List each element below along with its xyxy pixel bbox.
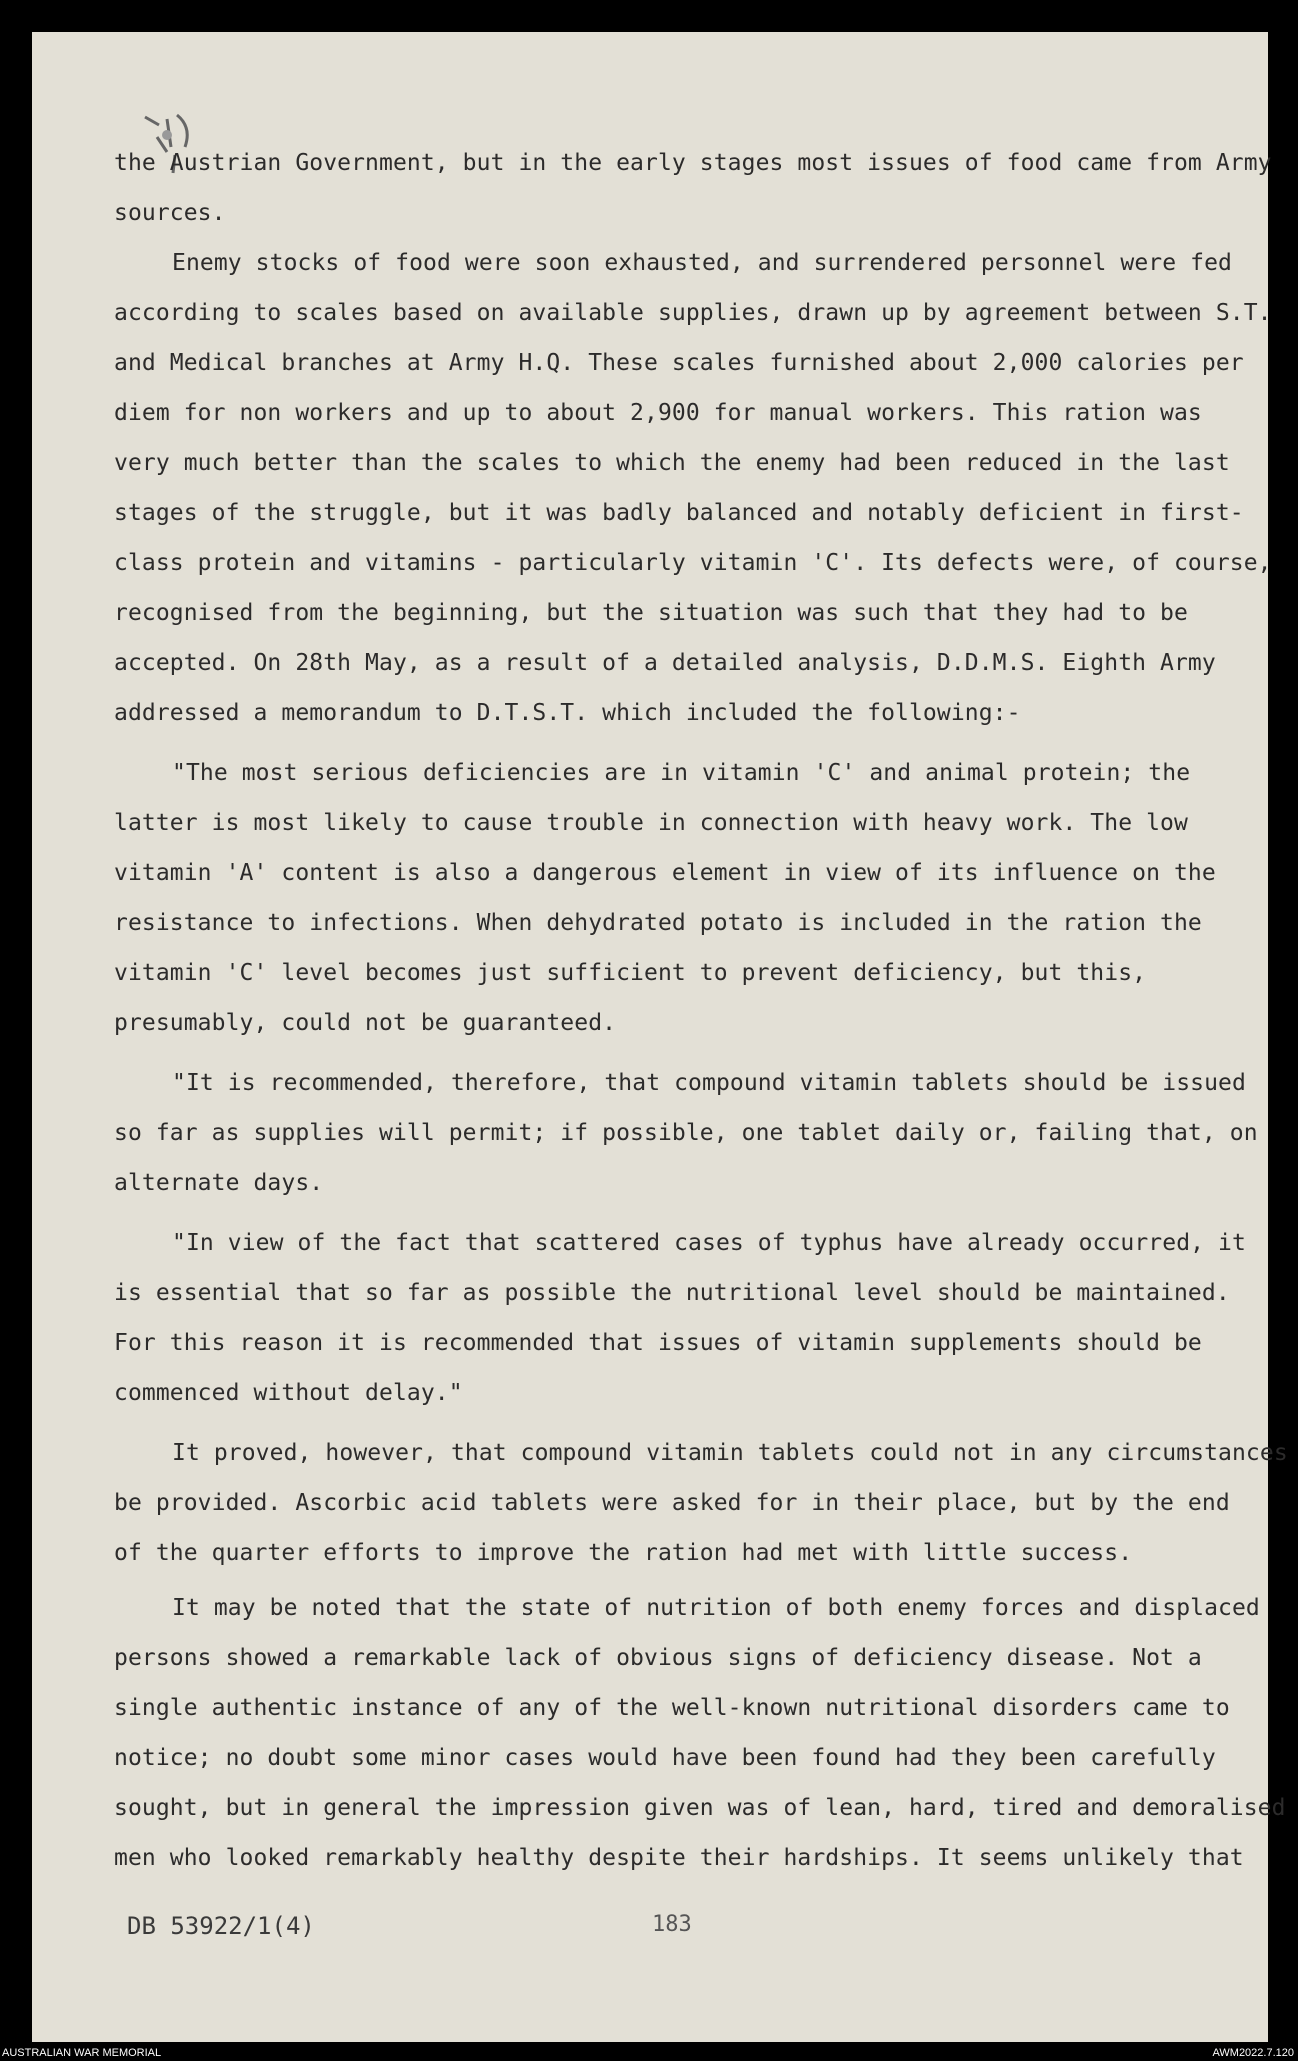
- text-line: vitamin 'C' level becomes just sufficient to prevent deficiency, but this,: [114, 960, 1147, 986]
- text-line: diem for non workers and up to about 2,900 for manual workers. This ration was: [114, 400, 1202, 426]
- text-line: be provided. Ascorbic acid tablets were asked for in their place, but by the end: [114, 1490, 1230, 1516]
- text-line: sources.: [114, 200, 226, 226]
- text-line: "In view of the fact that scattered cases of typhus have already occurred, it: [172, 1230, 1246, 1256]
- text-line: according to scales based on available supplies, drawn up by agreement between S.T.: [114, 300, 1272, 326]
- text-line: vitamin 'A' content is also a dangerous element in view of its influence on the: [114, 860, 1216, 886]
- text-line: commenced without delay.": [114, 1380, 463, 1406]
- text-line: persons showed a remarkable lack of obvious signs of deficiency disease. Not a: [114, 1645, 1202, 1671]
- text-line: notice; no doubt some minor cases would have been found had they been carefully: [114, 1745, 1216, 1771]
- text-line: very much better than the scales to which the enemy had been reduced in the last: [114, 450, 1230, 476]
- text-line: accepted. On 28th May, as a result of a detailed analysis, D.D.M.S. Eighth Army: [114, 650, 1216, 676]
- text-line: stages of the struggle, but it was badly balanced and notably deficient in first-: [114, 500, 1244, 526]
- text-line: is essential that so far as possible the nutritional level should be maintained.: [114, 1280, 1230, 1306]
- text-line: and Medical branches at Army H.Q. These scales furnished about 2,000 calories per: [114, 350, 1244, 376]
- text-line: resistance to infections. When dehydrated potato is included in the ration the: [114, 910, 1202, 936]
- text-line: of the quarter efforts to improve the ration had met with little success.: [114, 1540, 1133, 1566]
- text-line: addressed a memorandum to D.T.S.T. which included the following:-: [114, 700, 1021, 726]
- text-line: "The most serious deficiencies are in vitamin 'C' and animal protein; the: [172, 760, 1191, 786]
- text-line: men who looked remarkably healthy despite their hardships. It seems unlikely that: [114, 1845, 1244, 1871]
- text-line: Enemy stocks of food were soon exhausted, and surrendered personnel were fed: [172, 250, 1232, 276]
- text-line: single authentic instance of any of the well-known nutritional disorders came to: [114, 1695, 1230, 1721]
- document-reference: DB 53922/1(4): [127, 1912, 315, 1940]
- text-line: the Austrian Government, but in the early stages most issues of food came from Army: [114, 150, 1272, 176]
- text-line: presumably, could not be guaranteed.: [114, 1010, 617, 1036]
- text-line: For this reason it is recommended that issues of vitamin supplements should be: [114, 1330, 1202, 1356]
- text-line: It may be noted that the state of nutrition of both enemy forces and displaced: [172, 1595, 1260, 1621]
- archive-caption-left: AUSTRALIAN WAR MEMORIAL: [2, 2047, 162, 2059]
- archive-caption-right: AWM2022.7.120: [1212, 2047, 1294, 2059]
- text-line: latter is most likely to cause trouble in connection with heavy work. The low: [114, 810, 1188, 836]
- text-line: recognised from the beginning, but the situation was such that they had to be: [114, 600, 1188, 626]
- text-line: It proved, however, that compound vitamin tablets could not in any circumstances: [172, 1440, 1288, 1466]
- document-page: [32, 32, 1288, 2042]
- text-line: so far as supplies will permit; if possible, one tablet daily or, failing that, on: [114, 1120, 1258, 1146]
- text-line: "It is recommended, therefore, that compound vitamin tablets should be issued: [172, 1070, 1246, 1096]
- page-number: 183: [652, 1912, 692, 1937]
- text-line: alternate days.: [114, 1170, 324, 1196]
- text-line: sought, but in general the impression given was of lean, hard, tired and demoralised: [114, 1795, 1286, 1821]
- text-line: class protein and vitamins - particularly vitamin 'C'. Its defects were, of course,: [114, 550, 1272, 576]
